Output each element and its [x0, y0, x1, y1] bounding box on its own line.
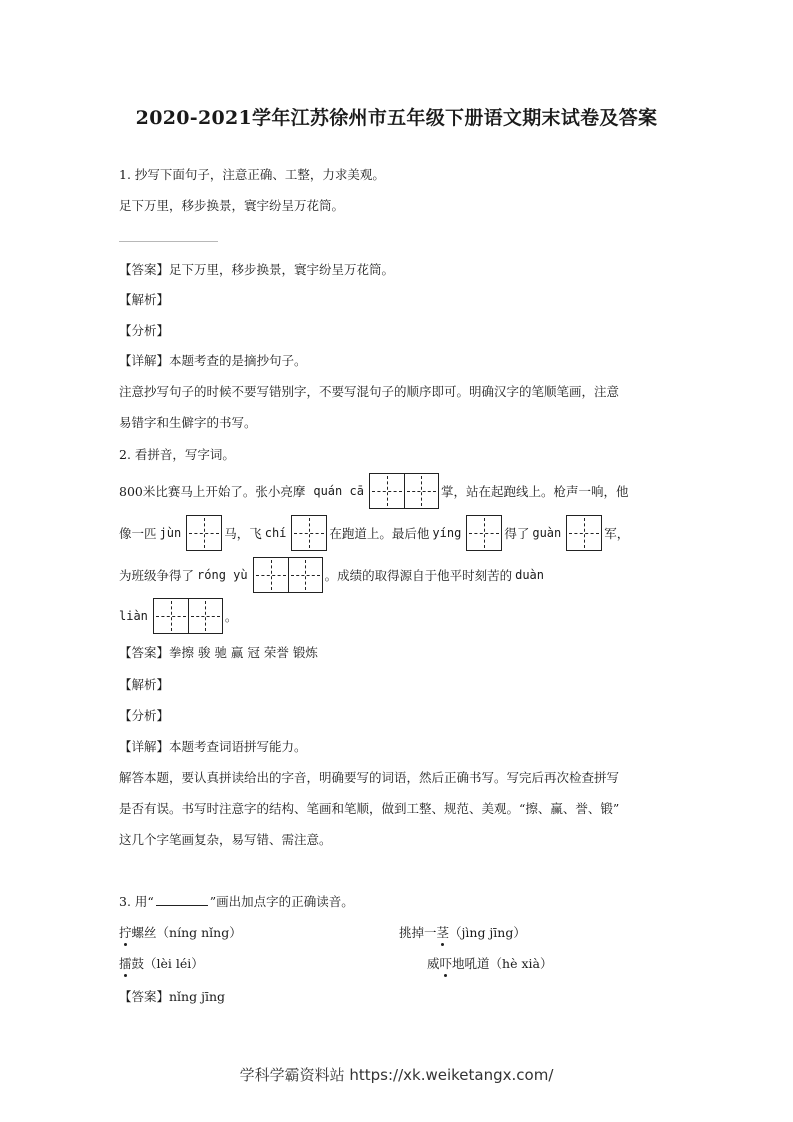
q3-item-2 [399, 924, 526, 942]
dotted-char: 拧 [119, 925, 132, 940]
q1-note-line2: 易错字和生僻字的书写。 [119, 415, 257, 430]
document-title: 2020-2021学年江苏徐州市五年级下册语文期末试卷及答案 [135, 107, 658, 129]
q1-prompt: 1. 抄写下面句子，注意正确、工整，力求美观。 [119, 167, 385, 182]
writing-grid-2[interactable] [253, 557, 323, 593]
pinyin-label: liàn [119, 609, 148, 623]
pinyin-label: chí [264, 526, 287, 540]
pinyin-label: róng yù [197, 568, 248, 582]
q2-jiexi: 【解析】 [119, 677, 170, 692]
q3-item-text: （jìng jīng） [449, 925, 526, 940]
q1-note-line1: 注意抄写句子的时候不要写错别字，不要写混句子的顺序即可。明确汉字的笔顺笔画，注意 [119, 384, 620, 399]
q2-text: 800米比赛马上开始了。张小亮摩 [119, 484, 306, 499]
q3-prompt [119, 893, 354, 911]
q2-prompt: 2. 看拼音，写字词。 [119, 447, 235, 462]
q2-answer: 【答案】拳擦 骏 驰 赢 冠 荣誉 锻炼 [119, 645, 318, 660]
q1-answer: 【答案】足下万里，移步换景，寰宇纷呈万花筒。 [119, 262, 395, 277]
dotted-char: 吓 [439, 956, 453, 971]
q2-text: 军， [604, 526, 630, 541]
pinyin-label: quán cā [313, 484, 364, 498]
q2-note-line2: 是否有误。书写时注意字的结构、笔画和笔顺，做到工整、规范、美观。“擦、赢、誉、锻” [119, 801, 620, 816]
q2-row-2 [119, 514, 629, 552]
writing-grid-1[interactable] [291, 515, 327, 551]
q2-fenxi: 【分析】 [119, 708, 170, 723]
pinyin-label: guàn [532, 526, 562, 540]
q3-item-text: 地吼道（hè xià） [452, 956, 553, 971]
footer-watermark: 学科学霸资料站 https://xk.weiketangx.com/ [239, 1066, 554, 1084]
q2-xiangjie: 【详解】本题考查词语拼写能力。 [119, 739, 307, 754]
q1-jiexi: 【解析】 [119, 292, 170, 307]
writing-grid-1[interactable] [186, 515, 222, 551]
q3-prompt-start: 3. 用“ [119, 894, 154, 909]
writing-grid-1[interactable] [466, 515, 502, 551]
q2-text: 得了 [504, 526, 530, 541]
q2-text: 在跑道上。最后他 [329, 526, 430, 541]
q2-row-4 [119, 597, 237, 635]
q2-note-line3: 这几个字笔画复杂，易写错、需注意。 [119, 832, 332, 847]
q2-text: 掌，站在起跑线上。枪声一响，他 [440, 484, 629, 499]
q3-item-1 [119, 924, 242, 942]
q3-prompt-end: ”画出加点字的正确读音。 [209, 894, 354, 909]
q2-text: 像一匹 [119, 526, 157, 541]
writing-grid-2[interactable] [369, 473, 439, 509]
dotted-char: 茎 [436, 925, 450, 940]
q3-answer: 【答案】nǐng jīng [119, 989, 225, 1004]
q2-text: 。 [224, 609, 238, 624]
q3-item-text: 螺丝（níng nǐng） [131, 925, 242, 940]
q1-xiangjie: 【详解】本题考查的是摘抄句子。 [119, 353, 307, 368]
divider-rule [119, 241, 218, 242]
dotted-char: 擂 [119, 956, 132, 971]
pinyin-label: yíng [432, 526, 462, 540]
q3-item-text: 挑掉一 [399, 925, 437, 940]
underline-blank [156, 893, 208, 906]
writing-grid-2[interactable] [153, 598, 223, 634]
q2-row-3 [119, 556, 547, 594]
writing-grid-1[interactable] [566, 515, 602, 551]
q2-text: 马，飞 [224, 526, 262, 541]
q2-text: 。成绩的取得源自于他平时刻苦的 [324, 568, 513, 583]
q2-text: 为班级争得了 [119, 568, 195, 583]
q3-item-4 [427, 955, 552, 973]
q2-row-1 [119, 472, 628, 510]
q1-fenxi: 【分析】 [119, 323, 170, 338]
q2-note-line1: 解答本题，要认真拼读给出的字音，明确要写的词语，然后正确书写。写完后再次检查拼写 [119, 770, 620, 785]
q3-item-3 [119, 955, 204, 973]
pinyin-label: duàn [515, 568, 545, 582]
q3-item-text: 威 [427, 956, 440, 971]
pinyin-label: jùn [159, 526, 182, 540]
q1-sentence: 足下万里，移步换景，寰宇纷呈万花筒。 [119, 198, 345, 213]
q3-item-text: 鼓（lèi léi） [131, 956, 204, 971]
